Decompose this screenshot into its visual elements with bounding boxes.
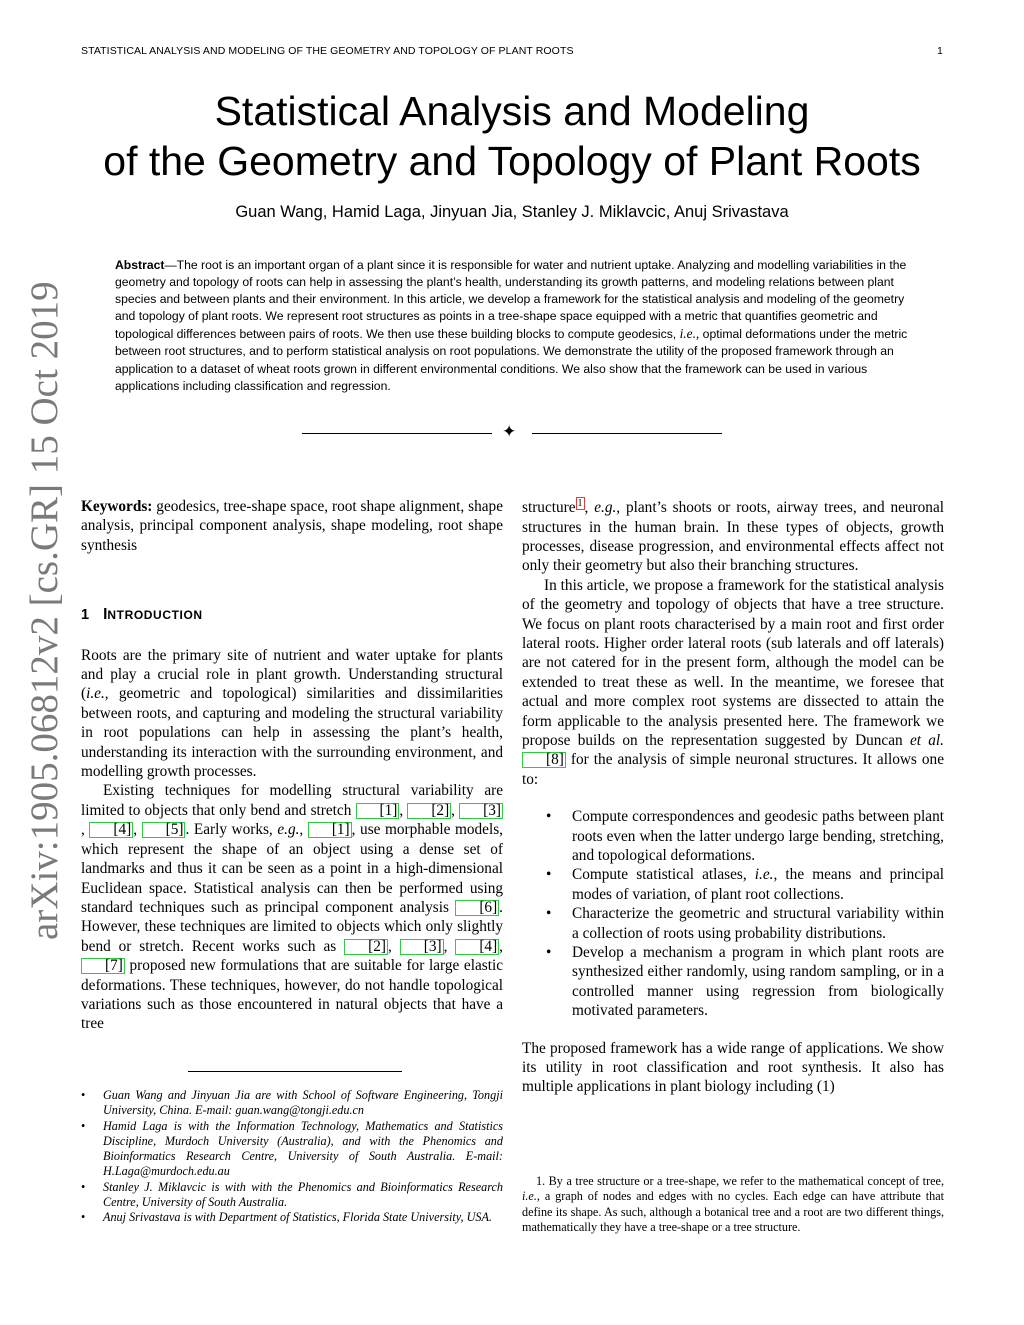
text-run: a graph of nodes and edges with no cycles. Each edge can have attribute that define its shape. As such, although a botanical tree and a root are two different things, mathematically they have a tree-shape or a tree structure. bbox=[522, 1189, 944, 1234]
bullet-icon: • bbox=[546, 808, 552, 826]
text-run: Compute statistical atlases, bbox=[572, 866, 755, 884]
text-run: . However, these techniques are limited to objects which only slightly bend or stretch. Recent works such as bbox=[81, 898, 503, 955]
right-paragraph-3: The proposed framework has a wide range of applications. We show its utility in root classification and root synthesis. It also has multiple applications in plant biology including (1) bbox=[522, 1039, 944, 1096]
affiliation-footnote bbox=[81, 1179, 503, 1211]
abstract-ie: i.e., bbox=[679, 326, 700, 342]
citation-link[interactable]: [8] bbox=[522, 752, 566, 768]
paper-title bbox=[80, 86, 944, 186]
citation-link[interactable]: [1] bbox=[308, 822, 352, 838]
bullet-icon: • bbox=[546, 866, 552, 884]
intro-paragraph-1 bbox=[81, 646, 503, 782]
running-header-title: STATISTICAL ANALYSIS AND MODELING OF THE GEOMETRY AND TOPOLOGY OF PLANT ROOTS bbox=[81, 45, 574, 57]
affiliation-footnote bbox=[81, 1088, 503, 1119]
text-run-italic: et al. bbox=[909, 731, 945, 749]
text-run-italic: i.e., bbox=[754, 866, 778, 884]
tree-structure-footnote bbox=[522, 1174, 944, 1235]
text-run: the means and principal modes of variation, of plant root collections. bbox=[572, 866, 944, 903]
footnote-text: Hamid Laga is with the Information Technology, Mathematics and Statistics Discipline, Murdoch University (Australia), and with the Phenomics and Bioinformatics Research Centre, University of South Australia. E-mail: H.Laga@murdoch.edu.au bbox=[103, 1118, 503, 1179]
section-title-rest: NTRODUCTION bbox=[107, 608, 203, 623]
abstract-text-part-2: optimal deformations under the metric between root structures, and to perform statistical analysis on root populations. We demonstrate the utility of the proposed framework through an application to a dataset of wheat roots grown in different environmental conditions. We also show that the framework can be used in various applications including classification and regression. bbox=[115, 327, 908, 393]
paper-title-line-1: Statistical Analysis and Modeling bbox=[214, 88, 810, 134]
bullet-icon: • bbox=[546, 944, 552, 962]
page-number: 1 bbox=[937, 45, 943, 57]
text-run: , use morphable models, which represent the shape of an object using a dense set of landmarks and thus it can be seen as a point in a high-dimensional Euclidean space. Statistical analysis can then be performed using standard techniques such as principal component analysis bbox=[81, 821, 503, 916]
list-item bbox=[546, 865, 944, 904]
text-run: . Early works, bbox=[185, 821, 278, 839]
intro-paragraph-2: Existing techniques for modelling structural variability are limited to objects that only bend and stretch [1] , [2] , [3], [4] , [5] . Early works, e.g., [1] , use morphable models, which represent the shape of an object using a dense set of landmarks and thus it can be seen as a point in a high-dimensional Euclidean space. Statistical analysis can then be performed using standard techniques such as principal component analysis [6] . However, these techniques are limited to objects which only slightly bend or stretch. Recent works such as [2] , [3] , [4] , [7] proposed new formulations that are suitable for large elastic deformations. These techniques, however, do not handle topological variations such as those encountered in natural objects that have a tree bbox=[81, 782, 503, 1033]
separator-diamond-icon: ✦ bbox=[502, 422, 517, 442]
text-run: 1. By a tree structure or a tree-shape, we refer to the mathematical concept of tree, bbox=[536, 1174, 944, 1188]
citation-link[interactable]: [2] bbox=[407, 803, 451, 819]
text-run: Roots are the primary site of nutrient and water uptake for plants and play a crucial role in plant growth. Understanding structural ( bbox=[81, 646, 503, 703]
footnote-text: Stanley J. Miklavcic is with with the Phenomics and Bioinformatics Research Centre, University of South Australia. bbox=[103, 1179, 503, 1210]
section-separator bbox=[302, 424, 722, 444]
author-affiliation-footnotes bbox=[81, 1071, 503, 1226]
arxiv-identifier: arXiv:1905.06812v2 [cs.GR] 15 Oct 2019 bbox=[23, 281, 66, 940]
text-run: geometric and topological) similarities and dissimilarities between roots, and capturing and modeling the structural variability in root populations can help in assessing the plant’s health, understanding its interaction with the surrounding environment, and modelling growth processes. bbox=[81, 685, 503, 781]
text-run: proposed new formulations that are suitable for large elastic deformations. These techniques, however, do not handle topological variations such as those encountered in natural objects that have a tree bbox=[81, 957, 503, 1033]
affiliation-footnote bbox=[81, 1118, 503, 1180]
left-column bbox=[81, 497, 503, 1034]
footnote-text: Anuj Srivastava is with Department of Statistics, Florida State University, USA. bbox=[103, 1210, 492, 1225]
abstract bbox=[115, 257, 915, 395]
citation-link[interactable]: [5] bbox=[142, 822, 186, 838]
text-run: for the analysis of simple neuronal structures. It allows one to: bbox=[522, 751, 944, 788]
text-run-italic: e.g., bbox=[277, 821, 304, 839]
footnote-text: Guan Wang and Jinyuan Jia are with School of Software Engineering, Tongji University, China. E-mail: guan.wang@tongji.edu.cn bbox=[103, 1088, 503, 1118]
text-run-italic: e.g., bbox=[594, 499, 621, 517]
text-run-italic: i.e., bbox=[522, 1189, 540, 1204]
keywords bbox=[81, 497, 503, 555]
paper-title-line-2: of the Geometry and Topology of Plant Roots bbox=[103, 138, 921, 184]
bullet-icon: • bbox=[546, 905, 552, 923]
footnote-marker-link[interactable]: 1 bbox=[577, 498, 583, 509]
section-heading-introduction bbox=[81, 605, 503, 625]
section-number: 1 bbox=[81, 607, 90, 624]
citation-link[interactable]: [4] bbox=[89, 822, 133, 838]
affiliation-footnote bbox=[81, 1210, 503, 1225]
list-item bbox=[546, 943, 944, 1021]
bullet-icon: • bbox=[81, 1179, 86, 1194]
right-column bbox=[522, 497, 944, 1097]
abstract-label: Abstract bbox=[115, 258, 165, 272]
running-header bbox=[81, 45, 943, 61]
text-run: Develop a mechanism a program in which plant roots are synthesized either randomly, using random sampling, or in a controlled manner using regression from biologically motivated parameters. bbox=[572, 944, 944, 1020]
abstract-text-part-1: —The root is an important organ of a plant since it is responsible for water and nutrient uptake. Analyzing and modelling variabilities in the geometry and topology of roots can help in assessing the plant’s health, understanding its growth patterns, and modeling relations between plant species and between plants and their environment. In this article, we develop a framework for the statistical analysis and modeling of the geometry and topology of plant roots. We represent root structures as points in a tree-shape space equipped with a metric that quantifies geometric and topological differences between pairs of roots. We then use these building blocks to compute geodesics, bbox=[115, 258, 907, 342]
right-paragraph-2 bbox=[522, 576, 944, 789]
citation-link[interactable]: [7] bbox=[81, 958, 125, 974]
list-item bbox=[546, 807, 944, 865]
keywords-text: geodesics, tree-shape space, root shape alignment, shape analysis, principal component analysis, shape modeling, root shape synthesis bbox=[81, 498, 503, 554]
bullet-icon: • bbox=[81, 1088, 86, 1102]
citation-link[interactable]: [6] bbox=[455, 900, 499, 916]
text-run: Characterize the geometric and structural variability within a collection of roots using probability distributions. bbox=[572, 905, 944, 942]
text-run: structure bbox=[522, 499, 576, 517]
right-paragraph-1 bbox=[522, 497, 944, 576]
footnote-rule bbox=[188, 1071, 402, 1072]
contribution-list bbox=[522, 807, 944, 1020]
text-run: Compute correspondences and geodesic paths between plant roots even when the latter undergo large bending, stretching, and topological deformations. bbox=[572, 808, 944, 864]
list-item bbox=[546, 904, 944, 943]
citation-link[interactable]: [4] bbox=[455, 939, 499, 955]
citation-link[interactable]: [3] bbox=[400, 939, 444, 955]
bullet-icon: • bbox=[81, 1210, 86, 1225]
text-run: , bbox=[584, 499, 595, 517]
separator-rule-left bbox=[302, 433, 492, 434]
citation-link[interactable]: [1] bbox=[356, 803, 400, 819]
bullet-icon: • bbox=[81, 1118, 86, 1133]
citation-link[interactable]: [2] bbox=[344, 939, 388, 955]
author-list: Guan Wang, Hamid Laga, Jinyuan Jia, Stanley J. Miklavcic, Anuj Srivastava bbox=[235, 203, 789, 221]
text-run: In this article, we propose a framework for the statistical analysis of the geometry and topology of objects that have a tree structure. We focus on plant roots characterised by a main root and first order lateral roots. Higher order lateral roots (sub laterals and off laterals) are not catered for in the present form, although the model can be extended to treat these as well. In the meantime, we foresee that actual and more complex root systems are dissected to attain the form applicable to the analysis presented here. The framework we propose builds on the representation suggested by Duncan bbox=[522, 576, 944, 749]
citation-link[interactable]: [3] bbox=[459, 803, 503, 819]
text-run-italic: i.e., bbox=[86, 685, 109, 703]
section-title-cap: I bbox=[103, 606, 108, 624]
text-run: Existing techniques for modelling structural variability are limited to objects that only bend and stretch bbox=[81, 782, 503, 819]
separator-rule-right bbox=[532, 433, 722, 434]
text-run: plant’s shoots or roots, airway trees, and neuronal structures in the human brain. In these types of objects, growth processes, disease progression, and environmental effects affect not only their geometry but also their branching structures. bbox=[522, 499, 944, 575]
keywords-label: Keywords: bbox=[81, 498, 153, 515]
